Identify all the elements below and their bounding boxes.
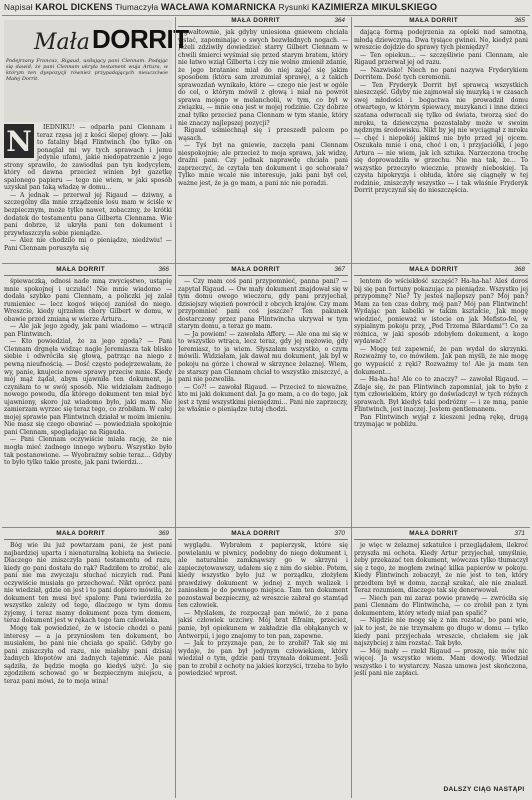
running-title: MAŁA DORRIT [409,17,459,24]
title-dorrit: DORRIT [92,24,189,54]
column-2 [178,17,348,260]
column-rule [175,17,176,798]
paragraph: — Ten Fryderyk Dorrit był sprawcą wszystkich nieszczęść. Gdyby nie zajmował się muzyką i w czasach swej młodości i bogactwa nie prowadził domu otwartego, w którym śpiewacy, muzykanci i inne dzieci szatana odwracali się tylko od świata, tworzą sieć do mroku, ta dziewczyna pozostałaby może w swoim nędznym środowisku. Nikt by jej nie wyciągnął z mroku — chęć i niepokój jakimś nie było przed jej ojcem. Oszukała mnie i ona, choć i on, i przyjaciółki, i jego Artura — nie wiem, jak ich sztuka. Narzeczona trochę się doprowadziła w grzechu. Nie ma tak, że… To wszystko przeczyło wiecznie, prawdy nieboskiej. Ta czysta hipokryzja i obłuda, które się ciągnęły w tej rodzinie, zniszczyły wszystko — i tak właśnie Fryderyk Dorrit przyczynił się do nieszczęścia. [354,81,528,195]
paragraph: — Mój mały — rzekł Rigaud — proszę, nie mów nic więcej. Ja wszystko wiem. Mam dowody. Wiedział wszystko i to wystarczy. Nasza umowa jest skończona, jeśli pani nie zapłaci. [354,647,528,678]
illustrator-label: Rysunki [278,3,310,12]
running-title: MAŁA DORRIT [231,17,281,24]
paragraph: — Nigdzie nie mogę się z nim rozstać, bo pani wie, jak to jest, że nie trzymałem go długo w domu — tylko kiedy pani przyjechała wreszcie, chciałem się jak najszybciej z nim rozstać. Tak było. [354,617,528,648]
column-4 [4,266,172,524]
row-rule [2,263,530,264]
paragraph: lentem do wściekłość szczęść? Ha-ha-ha! Aleś doroś bij się pan fortuny pokazując za pieniądze. Wszystko jej przypomnę? Nie? Ty jesteś najlepszy pan? Mój pan? Mam za ten czas dobry, mój pan? Mój pan Flintwinch! Wydając pan kabelki w takim kształcie, Jak mogę wiedzieć, ponieważ w istocie on jak Mefisto-fel, w sypialnym pokoju przy, „Pod Trzema Bilardami”! Co za różnica, w jaki sposób zdobyłem dokument, a kogo wydawać? [354,278,528,346]
page-number: 371 [514,530,525,537]
paragraph: śpiewaczką, odnosi nade mną zwycięstwo, ustąpię mnie spokojnej i uczułać! Nie mnie wiadomo — dodała szybko pani Clennam, a policzki jej zalał rumieniec — lecz kogoś więcej zaniósł do niego. Wreszcie, kiedy ujrzałem chory Gilbert w domu, w obawie przed zmianą w wierze Artura… [4,278,172,323]
paragraph: — Ale jak jego zgody, jak pani wiadomo — wtrącił pan Flintwinch. [4,323,172,338]
paragraph: — Niech pan mi zaraz powie prawdę — zwróciła się pani Clennam do Flintwincha, — co zrobił pan z tym dokumentem, który wtedy miał pan spalić? [354,594,528,617]
column-5 [178,266,348,524]
paragraph: — Co?! — zawołał Rigaud. — Przecież to nieważne, kto mi jaki dokument dał. Ja go mam, a co do tego, jak jest z tymi wszystkimi pieniędzmi… Pani nie zaprzeczy, że właśnie o pieniądze tutaj chodzi. [178,383,348,414]
chapter-summary: Podejrzany Francuz, Rigaud, usiłujący pani Clennam. Podając się dawid, że pani Clennam ukryła testament wuja Artura, w którym ten dyspozycji również przypadających nieuczciwie Małej Dorrit. [6,58,168,83]
paragraph: wyglądu. Wybrałem z papierzysk, które się powielaniu w piwnicy, podobny do niego dokument i, ale naturalnie zamknąwszy go w skrzyni i zapieczętowawszy, udałem się z nim do siebie. Potem, kiedy wszystko było już w porządku, złożyłem prawdziwy dokument w jednej z mych walizek i zaniosłem je do pewnego miejsca. Tam ten dokument pozostawał bezpieczny, aż wreszcie zabrał go stamtąd ten człowiek. [178,542,348,610]
column-header [354,17,528,27]
paragraph: — A jednak — przerwał jej Rigaud — dziwny, a szczególny dla mnie zrządzenie losu mam w ściśle w bezpiecznym, może tylko nawet, zobaczmy, że krótki dodatek do testamentu pana Gilberta Clennama. Wie pani dobrze, iż ukryła pani ten dokument i przywłaszczyła sobie pieniądze. [4,191,172,237]
translator-name: WACŁAWA KOMARNICKA [160,2,277,12]
column-header [4,530,172,540]
paragraph: — Alez nie chodzilo mi o pieniądze, niedźwiu! — Pani Clennam poruszyła się [4,237,172,252]
page-number: 367 [334,266,345,273]
running-title: MAŁA DORRIT [409,530,459,537]
paragraph: Rigaud uśmiechnął się i przeszedł palcem po wąsach. [178,127,348,142]
row-rule [2,527,530,528]
running-title: MAŁA DORRIT [409,266,459,273]
drop-cap: N [4,124,34,158]
page-number: 364 [334,17,345,24]
paragraph: je więc w żelaznej szkatułce i przeglądałem, ilekroć przyszła mi ochota. Kiedy Artur przyjechał, umyślnie, żeby przekazać ten dokument, wówczas tylko tłumaczył się z tego, że mogłem zwinąć kilka papierów w pokoju. Kiedy Flintwinch zobaczył, że nie jest to ten, który przedtem był w domu, zaczął szukać, ale nie znalazł. Teraz rozumiem, dlaczego tak się denerwował. [354,542,528,595]
continuation-note: DALSZY CIĄG NASTĄPI [443,786,525,793]
paragraph: Pan Flintwinch wyjął z kieszeni jedną rękę, drugą trzymając w pobliżu. [354,413,528,429]
page-number: 366 [158,266,169,273]
paragraph: — Kto powiedział, że za jego zgodą? — Pani Clennam drgnęła widząc nagle Jeremiasza tak blisko siebie i odwróciła się głową, patrząc na niego z pewną nieufnością. — Dość często podejrzewałam, że wy, panie, knujecie nowe sprawy przeciw mnie. Kiedy mój mąż żądał, abym ujawniła ten dokument, ja czyniłam to w swój sposób. Nie widziałam żadnego nowego powodu, dla którego dokument ten miał być ujawniony, skoro już wiadomo było, jaki mam. Nie zamierzam wyrzec się teraz tego, co zrobiłam. W całej mojej sprawie pan Flintwinch działał w moim imieniu. Nie masz się czego obawiać — powiedziała spokojnie pani Clennam, spoglądając na Rigauda. [4,338,172,436]
column-3 [354,17,528,260]
column-header [178,530,348,540]
title-mala: Mała [34,30,90,55]
paragraph: — Tyś był na gniewie, zaczęła pani Clennam niespokojnie; ale przecież to moja sprawa, jak widzę, drażni pani. Czy jednak naprawdę chciała pani zaprzeczyć, że czytała ten dokument i go schowała? Tylko mnie wcale nie interesuje, jaki pani był cel, ważne jest, że ja go mam, a pani nic nie poradzi. [178,142,348,187]
paragraph: — Jak to przyznaje pan, że to zrobił? Tak się mi wydaje, że pan był jedynym człowiekiem, który wiedział o tym, gdzie pani trzymała dokument. Jeśli pan to zrobił z ochoty na jakieś korzyści, trzeba to było powiedzieć wprost. [178,640,348,678]
column-header [178,17,348,27]
page-number: 368 [514,266,525,273]
translator-label: Tłumaczyła [114,3,159,12]
credits-line [4,2,528,15]
running-title: MAŁA DORRIT [56,530,106,537]
column-header [354,530,528,540]
page-number: 369 [158,530,169,537]
page-number: 370 [334,530,345,537]
paragraph: — Mogę też zapewnić, że pan wydał do skrzynki. Rozważmy to, co mówiłem. Jak pan myśli, że nie mogę go wypuścić z ręki? Rozważmy to! Ale ja mam ten dokument… [354,345,528,376]
paragraph: — Pani Clennam oczywiście miała rację, że nie mogła mieć żadnego innego wyboru. Wszystko było tak postanowione. — Wyobraźmy sobie teraz… Gdyby to było tylko takie proste, jak pani twierdzi… [4,436,172,467]
column-7 [4,530,172,796]
illustrator-name: KAZIMIERZA MIKULSKIEGO [311,2,438,12]
author-name: KAROL DICKENS [35,2,113,12]
paragraph: — Ha-ha-ha! Ale co to znaczy? — zawołał Rigaud. — Zdaje się, że pan Flintwinch zapomniał, jak to było z tym człowiekiem, który go doświadczył w tych różnych sprawach. Był kiedyś taki podróżny — i ze mną, panie Flintwinch, jest inaczej. Jestem gentlemanem. [354,376,528,414]
paragraph: — Czy mam coś pani przypomnieć, panna pani? — zapytał Rigaud. — Ow mały dokument znajdował się w tym domu owego wieczoru, gdy pani przyjechał, dzisiejszy więzień powrócił z obcych krajów. Czy mam przypomnieć pani coś jeszcze? Ten pakunek dostarczony przez pana Flintwincha ukrywał w tym starym domu, a teraz go mam. [178,278,348,331]
paragraph: Bóg wie ilu już powtarzam pani, że jest pani najbardziej uparta i nienaturalną kobietą na świecie. Dlaczego nie zniszczyła pani testamentu od razu, kiedy go pani dostała do rąk? Radziłem to zrobić, ale pani nie ma zwyczaju słuchać niczyich rad. Pani oczywiście musiała go przechować. Nikt oprócz pani nie wiedział, gdzie on jest i to pani dopiero mówiła, że dokument ten musi być spalony. Pani twierdziła że wszystko zależy od tego, dlaczego w tym domu żyjemy, i teraz mamy dokument poza tym domem, teraz dokument jest w rękach tego tam człowieka. [4,542,172,625]
paragraph: — Ja powiem! — zawołała Affery. — Ale ona mi się w to wszystko wtrąca, lecz teraz, gdy jej mężowie, gdy Jeremiasz, to ja wiem. Słyszałam wszystko, o czym mówili. Widziałam, jak dawał mu dokument, jak był w pokoju na górze i chował w skrzynce żelaznej. Wiem, że starszy pan Clennam chciał to wszystko zniszczyć, a pani nie pozwoliła. [178,330,348,384]
paragraph: — Myślałem, że rozpoczął pan mówić, że z pana jakiś człowiek uczciwy. Mój brat Efraim, przecież, panie, był opiekunem w zakładzie dla obłąkanych w Antwerpii, i jego znajomy to ten pan, zapewne. [178,609,348,640]
column-header [354,266,528,276]
paragraph: — Ten opiekun… — szczęśliwie pani Clennam, ale Rigaud przerwał jej od razu. [354,51,528,67]
page-number: 365 [514,17,525,24]
paragraph: Mogę tak powiedzieć, że w istocie chodzi o pani interesy — a ja przyniosłem ten dokument, bo musiałem, bo pani nie chciała go spalić. Gdyby go pani zniszczyła od razu, nie miałaby pani dzisiaj żadnych kłopotów ani żadnych tajemnic. Ale pani sądziła, że będzie mogła go kiedyś użyć. Ja się zgodziłem schować go w bezpiecznym miejscu, a teraz pani mówi, że to moja wina! [4,625,172,685]
column-6 [354,266,528,524]
paragraph: IEDNIKU! — odparła pani Clennam i teraz rzęsa jej z kości ślepej głowy. — Jaki to fatalny błąd Flintwinch (bo tylko on ponaglał mi wy tych sprawach i jemu jedynie ufam), jakie niedopatrzenie z jego strony sprawiło, że zawiodłaś pan tyn kodycylem, który od dawna przecież winien był gazetkę spalonego papieru — tego nie wiem, w jaki sposób uzyskał pan taką władzę w domu… [4,124,172,192]
running-title: MAŁA DORRIT [231,530,281,537]
column-8 [178,530,348,796]
header-rule [2,15,530,16]
paragraph: gwałtownie, jak gdyby uniesiona gniewem chciała wstać, zapominając o swych bezwładnych nogach. — Jeżeli zdziwiły dowiedzieć starry Gilbert Clennam w chwili śmierci wyśmiał się przed starym bratem, który nie łatwo wziął Gilberta i czy nie wolno zmienił zdanie, że jego brataniec miał do niej zająć się jakim sposobem (która sam zrozumiał sprawę), a z takich sprawozdań wynikało, które — czego nie jest w ogóle do cel, o którym mówił z głową i miał na powrót sprawa mojego w melancholii, w tym, co był w związku, — mnie ona jest w mojej rodzinie. Czy dobrze znał tylko przecież pana Clennam w tym stanie, który nie znaczy najlepszej pozycji? [178,29,348,127]
running-title: MAŁA DORRIT [56,266,106,273]
column-9 [354,530,528,784]
column-header [178,266,348,276]
column-rule [351,17,352,798]
paragraph: — Nazwisko! Niech no pani nazywa Fryderykiem Dorritem. Dość tych ceremonii. [354,66,528,82]
running-title: MAŁA DORRIT [231,266,281,273]
author-label: Napisał [4,3,33,12]
column-header [4,266,172,276]
paragraph: dającą formą podejrzenia za opieki nad samotną, młodą dziewczyną. Dwa tysiące gwinei. No, kiedyż pani wreszcie dojdzie do sprawy tych pieniędzy? [354,29,528,52]
